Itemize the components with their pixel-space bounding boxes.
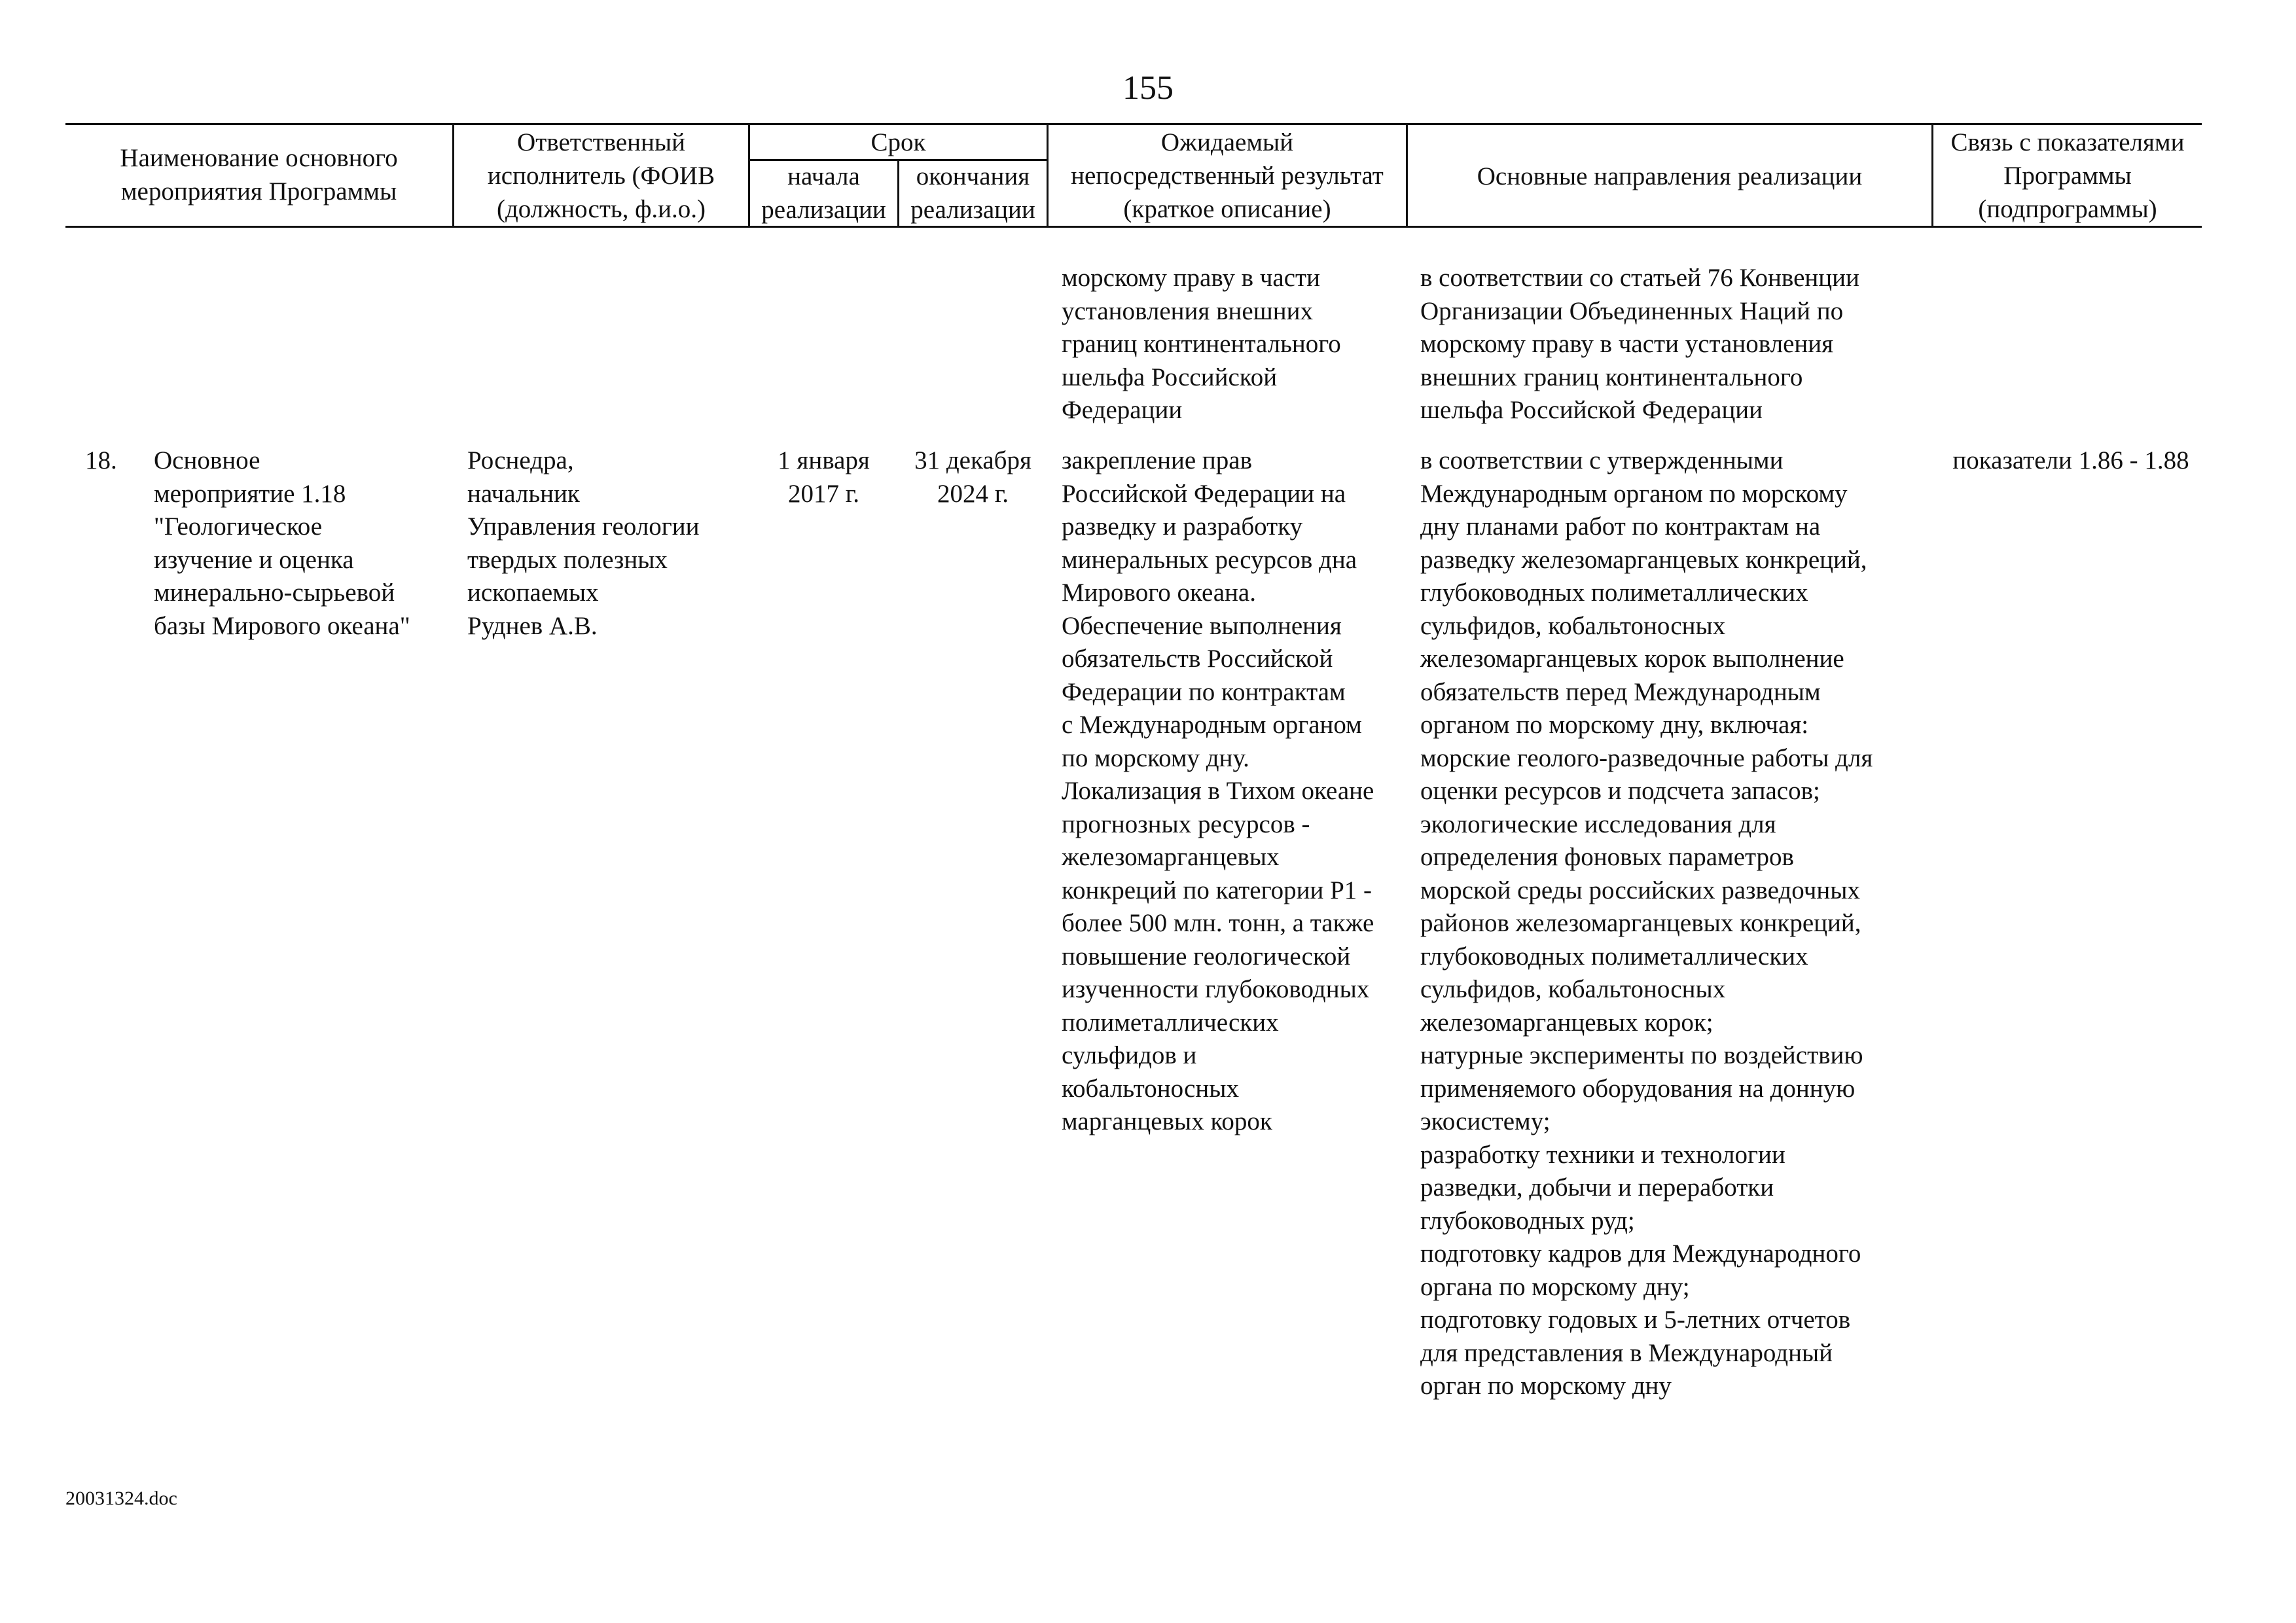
header-start: начала реализации	[761, 162, 886, 224]
header-responsible: Ответственный исполнитель (ФОИВ (должность, ф.и.о.)	[487, 128, 715, 223]
header-top-border	[65, 123, 2202, 125]
row-responsible: Роснедра, начальник Управления геологии твердых полезных ископаемых Руднев А.В.	[467, 446, 700, 640]
row-start: 1 января 2017 г.	[778, 446, 870, 508]
header-term: Срок	[870, 128, 926, 156]
continuation-directions: в соответствии со статьей 76 Конвенции Организации Объединенных Наций по морскому праву в части установления внешних границ континентального шельфа Российской Федерации	[1420, 264, 1859, 424]
header-directions: Основные направления реализации	[1477, 162, 1863, 190]
row-name: Основное мероприятие 1.18 "Геологическое изучение и оценка минерально-сырьевой базы Мирового океана"	[154, 446, 410, 640]
page-number: 155	[1122, 69, 1174, 107]
footer-filename: 20031324.doc	[65, 1488, 177, 1509]
row-link: показатели 1.86 - 1.88	[1952, 446, 2189, 474]
header-end: окончания реализации	[910, 162, 1035, 224]
continuation-result: морскому праву в части установления внешних границ континентального шельфа Российской Федерации	[1062, 264, 1341, 424]
row-directions: в соответствии с утвержденными Международным органом по морскому дну планами работ по контрактам на разведку железомарганцевых конкреций, глубоководных полиметаллических сульфидов, кобальтоносных железомарганцевых корок выполнение обязательств перед Международным органом по морскому дну, включая: морские геолого-разведочные работы для оценки ресурсов и подсчета запасов; экологические исследования для определения фоновых параметров морской среды российских разведочных районов железомарганцевых конкреций, глубоководных полиметаллических сульфидов, кобальтоносных железомарганцевых корок; натурные эксперименты по воздействию применяемого оборудования на донную экосистему; разработку техники и технологии разведки, добычи и переработки глубоководных руд; подготовку кадров для Международного органа по морскому дну; подготовку годовых и 5-летних отчетов для представления в Международный орган по морскому дну	[1420, 446, 1873, 1400]
header-name: Наименование основного мероприятия Программы	[120, 144, 398, 205]
row-result: закрепление прав Российской Федерации на разведку и разработку минеральных ресурсов дна Мирового океана. Обеспечение выполнения обязательств Российской Федерации по контрактам с Международным органом по морскому дну. Локализация в Тихом океане прогнозных ресурсов - железомарганцевых конкреций по категории Р1 - более 500 млн. тонн, а также повышение геологической изученности глубоководных полиметаллических сульфидов и кобальтоносных марганцевых корок	[1062, 446, 1374, 1135]
row-number: 18.	[85, 446, 117, 474]
header-result: Ожидаемый непосредственный результат (краткое описание)	[1071, 128, 1384, 223]
row-end: 31 декабря 2024 г.	[914, 446, 1031, 508]
header-link: Связь с показателями Программы (подпрограммы)	[1950, 128, 2185, 223]
header-bottom-border	[65, 226, 2202, 228]
